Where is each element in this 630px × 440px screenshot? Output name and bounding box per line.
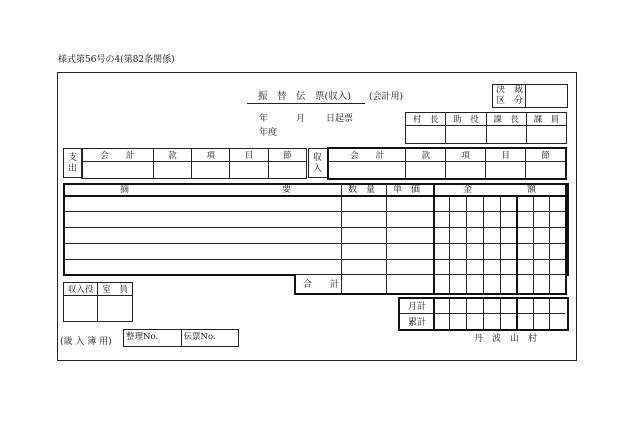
detail-row-line (295, 274, 565, 275)
expense-moku-cell[interactable] (230, 162, 268, 179)
detail-right-edge (565, 183, 567, 295)
header-amount-2: 額 (527, 185, 537, 195)
col-digit-line (449, 196, 450, 294)
reference-box (123, 329, 239, 347)
totals-col-line (549, 298, 550, 329)
date-month: 月 (296, 114, 306, 124)
header-amount-1: 金 (463, 185, 473, 195)
expense-header-setsu: 節 (268, 149, 306, 162)
income-label-2: 入 (313, 164, 323, 174)
seal-deputy[interactable] (446, 126, 486, 144)
approval-divider (525, 84, 526, 107)
seal-treasurer[interactable] (64, 296, 98, 322)
seal-receiving-staff[interactable] (98, 296, 133, 322)
official-staff: 課 員 (526, 113, 566, 126)
receiving-treasurer: 収入役 (64, 283, 98, 296)
receiving-table (63, 282, 133, 322)
col-digit-thick (516, 196, 518, 294)
income-moku-cell[interactable] (486, 162, 526, 179)
seal-section-chief[interactable] (486, 126, 526, 144)
totals-col-line (500, 298, 501, 329)
management-no[interactable]: 整理No. (124, 330, 182, 347)
col-amount-line (433, 184, 435, 294)
col-price-line (386, 184, 387, 294)
fiscal-year: 年度 (259, 128, 278, 138)
income-header-setsu: 節 (526, 148, 566, 162)
form-title: 振 替 伝 票(収入) (258, 91, 351, 102)
col-quantity-line (341, 184, 342, 294)
form-title-suffix: (会計用) (369, 92, 404, 102)
title-underline (247, 103, 365, 104)
expense-setsu-cell[interactable] (268, 162, 306, 179)
official-deputy: 助 役 (446, 113, 486, 126)
approval-label-1: 決 裁 (496, 85, 524, 95)
expense-account-cell[interactable] (82, 162, 154, 179)
col-digit-line (483, 196, 484, 294)
detail-row-line (65, 243, 565, 244)
expense-account-table (81, 148, 307, 179)
date-day-issued: 日起票 (326, 114, 354, 124)
month-total-label: 月計 (408, 302, 427, 312)
expense-header-account: 会 計 (82, 149, 154, 162)
detail-row-line (65, 211, 565, 212)
totals-col-thick (516, 298, 518, 329)
income-header-moku: 目 (486, 148, 526, 162)
totals-col-line (483, 298, 484, 329)
totals-col-line (449, 298, 450, 329)
income-account-table (327, 147, 567, 180)
income-header-account: 会 計 (328, 148, 406, 162)
income-header-kan: 款 (406, 148, 446, 162)
totals-col-line (466, 298, 467, 329)
header-unit-price: 単 価 (393, 185, 421, 195)
detail-header-line (63, 195, 567, 197)
receiving-staff: 室 員 (98, 283, 133, 296)
official-mayor: 村 長 (406, 113, 446, 126)
expense-header-moku: 目 (230, 149, 268, 162)
official-section-chief: 課 長 (486, 113, 526, 126)
expense-kan-cell[interactable] (153, 162, 191, 179)
expense-kou-cell[interactable] (192, 162, 230, 179)
header-summary: 摘 要 (120, 185, 292, 195)
form-id: 様式第56号の4(第82条関係) (58, 55, 175, 65)
date-year: 年 (259, 114, 269, 124)
detail-row-line (65, 227, 565, 228)
header-quantity: 数 量 (348, 185, 376, 195)
totals-col-line (533, 298, 534, 329)
col-digit-line (500, 196, 501, 294)
approval-label-2: 区 分 (496, 96, 524, 106)
col-digit-line (533, 196, 534, 294)
ledger-label: (歳 入 簿 用) (60, 337, 112, 347)
seal-staff[interactable] (526, 126, 566, 144)
income-setsu-cell[interactable] (526, 162, 566, 179)
expense-label-2: 出 (68, 164, 78, 174)
detail-row-line (65, 259, 565, 260)
col-digit-line (466, 196, 467, 294)
issuer-name: 丹 波 山 村 (474, 334, 538, 344)
officials-table (405, 112, 567, 144)
seal-mayor[interactable] (406, 126, 446, 144)
detail-bottom (294, 293, 567, 295)
voucher-no[interactable]: 伝票No. (181, 330, 239, 347)
income-label-1: 収 (313, 153, 323, 163)
detail-bottom-left (63, 274, 296, 276)
income-account-cell[interactable] (328, 162, 406, 179)
expense-header-kan: 款 (153, 149, 191, 162)
income-header-kou: 項 (446, 148, 486, 162)
expense-label-1: 支 (68, 153, 78, 163)
total-step (294, 274, 296, 294)
totals-col-line (433, 298, 435, 329)
expense-header-kou: 項 (192, 149, 230, 162)
col-digit-line (549, 196, 550, 294)
total-label: 合 計 (303, 280, 340, 290)
cumulative-total-label: 累計 (408, 318, 427, 328)
income-kou-cell[interactable] (446, 162, 486, 179)
income-kan-cell[interactable] (406, 162, 446, 179)
